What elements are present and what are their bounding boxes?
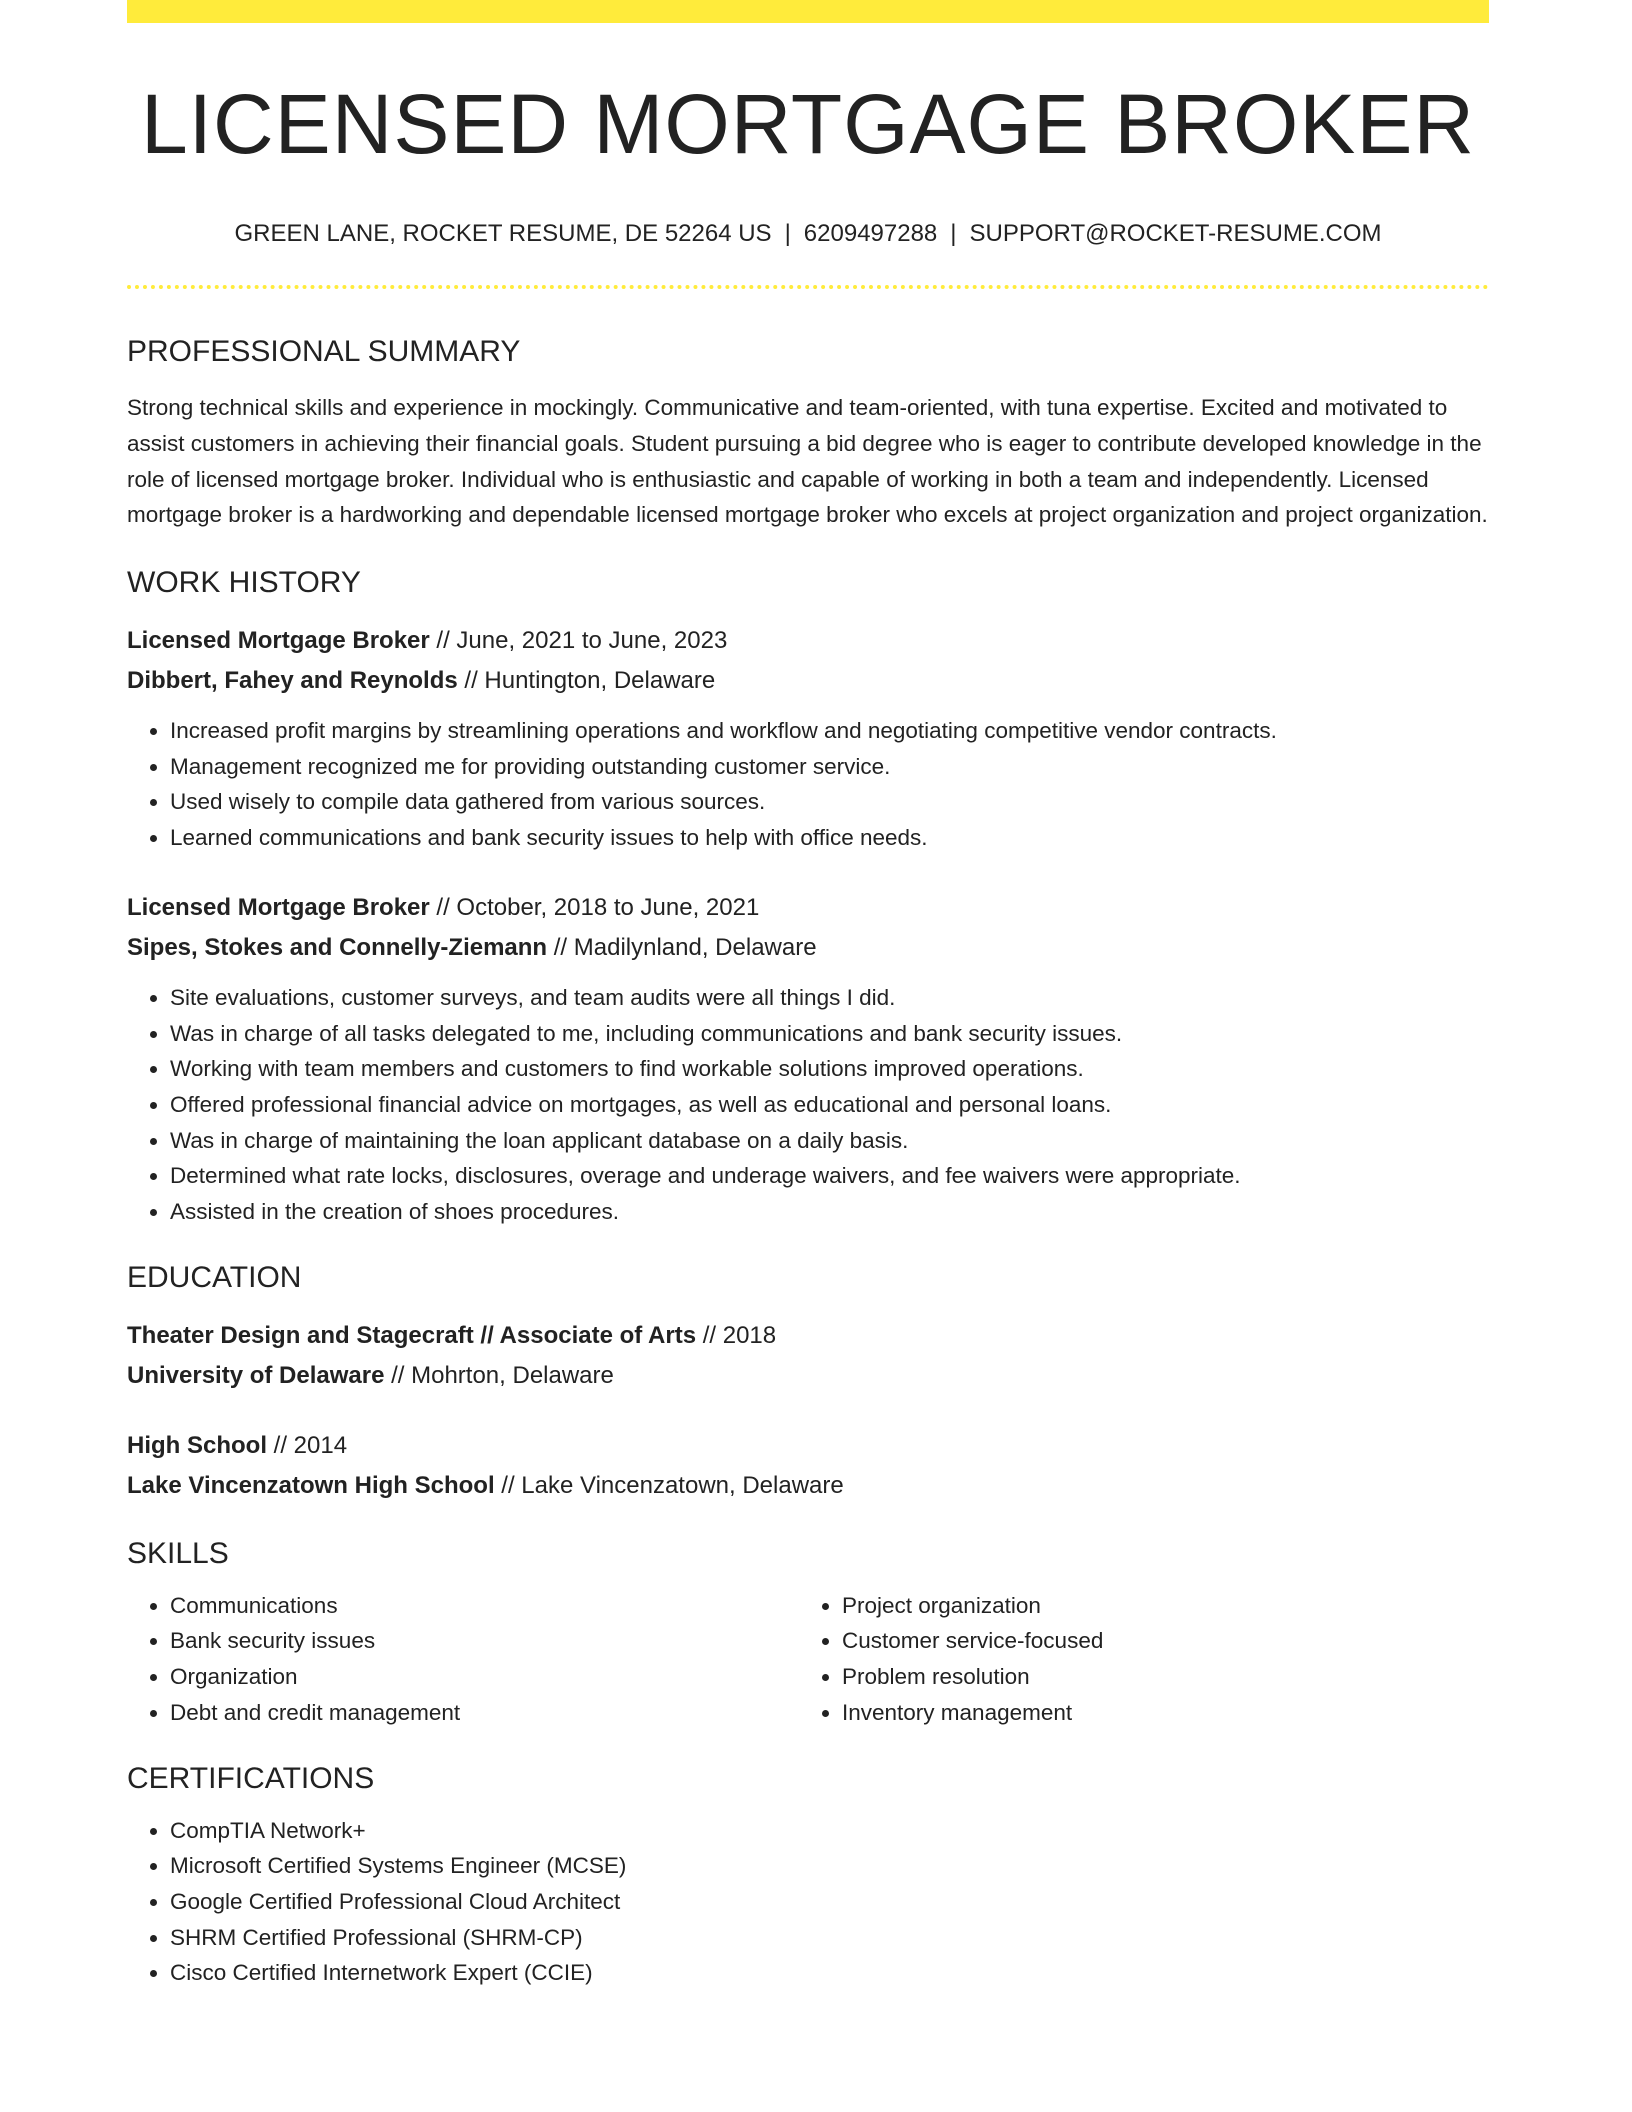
skill-item: • Inventory management: [842, 1695, 1471, 1731]
education-location: // Lake Vincenzatown, Delaware: [494, 1471, 844, 1499]
education-location: // Mohrton, Delaware: [384, 1361, 614, 1389]
job-entry: [127, 888, 1489, 1230]
job-title: Licensed Mortgage Broker: [127, 893, 430, 921]
job-bullet: • Increased profit margins by streamlining operations and workflow and negotiating competitive vendor contracts.: [170, 713, 1489, 749]
contact-phone: 6209497288: [803, 220, 938, 248]
dotted-divider: [127, 285, 1489, 289]
accent-top-bar: [127, 0, 1489, 23]
skill-item: • Bank security issues: [170, 1623, 799, 1659]
job-bullets: [127, 713, 1489, 856]
resume-page: [127, 0, 1489, 1991]
job-bullets: [127, 980, 1489, 1230]
job-bullet: • Working with team members and customers to find workable solutions improved operations.: [170, 1051, 1489, 1087]
job-entry: [127, 621, 1489, 856]
education-heading: EDUCATION: [127, 1260, 302, 1294]
skill-item: • Organization: [170, 1659, 799, 1695]
job-bullet: • Used wisely to compile data gathered from various sources.: [170, 784, 1489, 820]
job-bullet: • Management recognized me for providing outstanding customer service.: [170, 749, 1489, 785]
education-school-line: [127, 1356, 1489, 1396]
job-dates: // October, 2018 to June, 2021: [429, 893, 760, 921]
job-bullet: • Offered professional financial advice on mortgages, as well as educational and personal loans.: [170, 1087, 1489, 1123]
job-dates: // June, 2021 to June, 2023: [429, 627, 728, 654]
certifications-heading: CERTIFICATIONS: [127, 1761, 375, 1795]
certifications-list: [127, 1813, 1489, 1992]
education-degree-line: [127, 1426, 1489, 1466]
certification-item: • Microsoft Certified Systems Engineer (MCSE): [170, 1848, 1489, 1884]
job-bullet: • Determined what rate locks, disclosures, overage and underage waivers, and fee waivers were appropriate.: [170, 1158, 1489, 1194]
education-school-line: [127, 1466, 1489, 1506]
certification-item: • Google Certified Professional Cloud Architect: [170, 1884, 1489, 1920]
education-year: // 2018: [696, 1321, 777, 1349]
job-bullet: • Site evaluations, customer surveys, and team audits were all things I did.: [170, 980, 1489, 1016]
skills-column-right: [799, 1588, 1471, 1731]
work-history-heading: WORK HISTORY: [127, 566, 361, 599]
contact-address: GREEN LANE, ROCKET RESUME, DE 52264 US: [234, 220, 772, 248]
resume-title: LICENSED MORTGAGE BROKER: [140, 77, 1476, 171]
education-degree-line: [127, 1316, 1489, 1356]
job-title-line: [127, 621, 1489, 661]
skills-column-left: [127, 1588, 799, 1731]
education-school: Lake Vincenzatown High School: [127, 1471, 495, 1499]
contact-email: SUPPORT@ROCKET-RESUME.COM: [969, 220, 1382, 248]
certification-item: • Cisco Certified Internetwork Expert (CCIE): [170, 1955, 1489, 1991]
education-degree: High School: [127, 1431, 267, 1459]
skill-item: • Problem resolution: [842, 1659, 1471, 1695]
job-company: Sipes, Stokes and Connelly-Ziemann: [127, 933, 548, 961]
skill-item: • Project organization: [842, 1588, 1471, 1624]
skill-item: • Debt and credit management: [170, 1695, 799, 1731]
job-company-line: [127, 661, 1489, 701]
education-school: University of Delaware: [127, 1361, 385, 1389]
job-bullet: • Assisted in the creation of shoes procedures.: [170, 1194, 1489, 1230]
summary-text: Strong technical skills and experience in mockingly. Communicative and team-oriented, with tuna expertise. Excited and motivated to assist customers in achieving their financial goals. Student pursuing a bid degree who is eager to contribute developed knowledge in the role of licensed mortgage broker. Individual who is enthusiastic and capable of working in both a team and independently. Licensed mortgage broker is a hardworking and dependable licensed mortgage broker who excels at project organization and project organization.: [127, 395, 1488, 528]
job-bullet: • Was in charge of maintaining the loan applicant database on a daily basis.: [170, 1123, 1489, 1159]
certification-item: • CompTIA Network+: [170, 1813, 1489, 1849]
skills-grid: [127, 1588, 1489, 1731]
job-company-line: [127, 928, 1489, 968]
job-bullet: • Was in charge of all tasks delegated to me, including communications and bank security issues.: [170, 1016, 1489, 1052]
contact-line: [127, 220, 1489, 249]
certification-item: • SHRM Certified Professional (SHRM-CP): [170, 1920, 1489, 1956]
skill-item: • Communications: [170, 1588, 799, 1624]
job-bullet: • Learned communications and bank security issues to help with office needs.: [170, 820, 1489, 856]
job-title-line: [127, 888, 1489, 928]
job-title: Licensed Mortgage Broker: [127, 627, 430, 654]
job-location: // Madilynland, Delaware: [547, 933, 817, 961]
summary-heading: PROFESSIONAL SUMMARY: [127, 335, 521, 369]
education-degree: Theater Design and Stagecraft // Associate of Arts: [127, 1321, 697, 1349]
skill-item: • Customer service-focused: [842, 1623, 1471, 1659]
education-entry: [127, 1316, 1489, 1396]
job-company: Dibbert, Fahey and Reynolds: [127, 667, 458, 694]
job-location: // Huntington, Delaware: [457, 667, 716, 694]
education-entry: [127, 1426, 1489, 1506]
contact-separator: |: [950, 220, 957, 248]
contact-separator: |: [784, 220, 791, 248]
education-year: // 2014: [267, 1431, 348, 1459]
skills-heading: SKILLS: [127, 1536, 229, 1570]
